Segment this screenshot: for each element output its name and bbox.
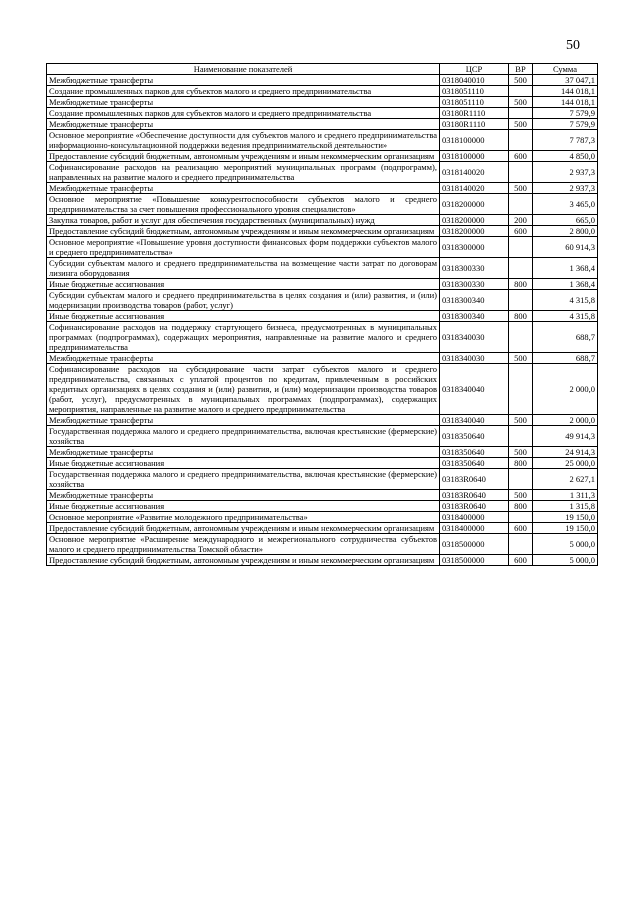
cell-name: Софинансирование расходов на реализацию мероприятий муниципальных программ (подпрограмм), направленных на развитие малого и среднего предпринимательства <box>47 162 440 183</box>
cell-sum: 2 800,0 <box>533 226 598 237</box>
table-row <box>47 311 598 322</box>
cell-sum: 5 000,0 <box>533 534 598 555</box>
cell-csr: 03183R0640 <box>440 490 509 501</box>
header-name: Наименование показателей <box>47 64 440 75</box>
budget-table <box>46 63 598 566</box>
cell-name: Межбюджетные трансферты <box>47 75 440 86</box>
header-sum: Сумма <box>533 64 598 75</box>
table-row <box>47 353 598 364</box>
cell-csr: 0318200000 <box>440 194 509 215</box>
cell-vr <box>509 512 533 523</box>
cell-name: Софинансирование расходов на субсидирование части затрат субъектов малого и среднего предпринимательства, связанных с уплатой процентов по кредитам, привлеченным в российских кредитных организациях в целях создания и (или) развития, и (или) модернизации производства товаров (работ, услуг), предусмотренных в муниципальных программах (подпрограммах), содержащих мероприятия, направленные на развитие малого и среднего предпринимательства <box>47 364 440 415</box>
cell-name: Закупка товаров, работ и услуг для обеспечения государственных (муниципальных) нужд <box>47 215 440 226</box>
cell-vr <box>509 162 533 183</box>
table-row <box>47 97 598 108</box>
cell-sum: 7 579,9 <box>533 108 598 119</box>
cell-csr: 03180R1110 <box>440 108 509 119</box>
cell-csr: 0318040010 <box>440 75 509 86</box>
cell-vr: 500 <box>509 415 533 426</box>
cell-name: Государственная поддержка малого и среднего предпринимательства, включая крестьянские (фермерские) хозяйства <box>47 469 440 490</box>
header-vr: ВР <box>509 64 533 75</box>
cell-vr: 200 <box>509 215 533 226</box>
cell-vr: 800 <box>509 311 533 322</box>
cell-sum: 144 018,1 <box>533 97 598 108</box>
page-number: 50 <box>566 38 580 53</box>
cell-sum: 2 937,3 <box>533 162 598 183</box>
cell-csr: 0318300340 <box>440 311 509 322</box>
cell-sum: 2 937,3 <box>533 183 598 194</box>
cell-name: Межбюджетные трансферты <box>47 353 440 364</box>
table-row <box>47 447 598 458</box>
cell-sum: 60 914,3 <box>533 237 598 258</box>
cell-vr: 500 <box>509 97 533 108</box>
cell-name: Межбюджетные трансферты <box>47 119 440 130</box>
cell-name: Основное мероприятие «Повышение уровня доступности финансовых форм поддержки субъектов малого и среднего предпринимательства» <box>47 237 440 258</box>
header-csr: ЦСР <box>440 64 509 75</box>
cell-vr: 800 <box>509 279 533 290</box>
cell-name: Субсидии субъектам малого и среднего предпринимательства на возмещение части затрат по договорам лизинга оборудования <box>47 258 440 279</box>
cell-vr: 800 <box>509 501 533 512</box>
table-header-row <box>47 64 598 75</box>
cell-name: Предоставление субсидий бюджетным, автономным учреждениям и иным некоммерческим организациям <box>47 555 440 566</box>
cell-sum: 2 000,0 <box>533 415 598 426</box>
cell-sum: 37 047,1 <box>533 75 598 86</box>
cell-sum: 19 150,0 <box>533 523 598 534</box>
cell-sum: 7 787,3 <box>533 130 598 151</box>
cell-name: Межбюджетные трансферты <box>47 183 440 194</box>
table-row <box>47 322 598 353</box>
cell-name: Предоставление субсидий бюджетным, автономным учреждениям и иным некоммерческим организациям <box>47 226 440 237</box>
cell-sum: 1 368,4 <box>533 258 598 279</box>
cell-name: Субсидии субъектам малого и среднего предпринимательства в целях создания и (или) развития, и (или) модернизации производства товаров (работ, услуг) <box>47 290 440 311</box>
cell-vr: 500 <box>509 119 533 130</box>
cell-sum: 2 000,0 <box>533 364 598 415</box>
cell-sum: 2 627,1 <box>533 469 598 490</box>
cell-vr <box>509 108 533 119</box>
cell-sum: 3 465,0 <box>533 194 598 215</box>
cell-sum: 5 000,0 <box>533 555 598 566</box>
cell-sum: 49 914,3 <box>533 426 598 447</box>
cell-vr <box>509 258 533 279</box>
cell-sum: 7 579,9 <box>533 119 598 130</box>
cell-csr: 03183R0640 <box>440 469 509 490</box>
table-row <box>47 364 598 415</box>
cell-vr: 600 <box>509 523 533 534</box>
cell-name: Иные бюджетные ассигнования <box>47 279 440 290</box>
cell-sum: 4 315,8 <box>533 290 598 311</box>
cell-sum: 24 914,3 <box>533 447 598 458</box>
cell-sum: 4 850,0 <box>533 151 598 162</box>
cell-csr: 0318100000 <box>440 151 509 162</box>
cell-name: Государственная поддержка малого и среднего предпринимательства, включая крестьянские (фермерские) хозяйства <box>47 426 440 447</box>
cell-csr: 0318140020 <box>440 183 509 194</box>
cell-csr: 0318300330 <box>440 279 509 290</box>
cell-csr: 0318350640 <box>440 447 509 458</box>
cell-csr: 0318400000 <box>440 512 509 523</box>
cell-csr: 03183R0640 <box>440 501 509 512</box>
cell-sum: 688,7 <box>533 322 598 353</box>
cell-vr: 800 <box>509 458 533 469</box>
cell-name: Создание промышленных парков для субъектов малого и среднего предпринимательства <box>47 86 440 97</box>
cell-vr <box>509 364 533 415</box>
cell-sum: 1 368,4 <box>533 279 598 290</box>
table-row <box>47 226 598 237</box>
cell-sum: 1 315,8 <box>533 501 598 512</box>
cell-csr: 0318350640 <box>440 426 509 447</box>
cell-csr: 0318340030 <box>440 353 509 364</box>
cell-name: Основное мероприятие «Развитие молодежного предпринимательства» <box>47 512 440 523</box>
cell-vr: 500 <box>509 490 533 501</box>
cell-csr: 03180R1110 <box>440 119 509 130</box>
cell-name: Межбюджетные трансферты <box>47 490 440 501</box>
cell-vr: 500 <box>509 447 533 458</box>
table-row <box>47 130 598 151</box>
table-row <box>47 258 598 279</box>
cell-vr <box>509 130 533 151</box>
cell-name: Иные бюджетные ассигнования <box>47 311 440 322</box>
table-row <box>47 215 598 226</box>
cell-csr: 0318500000 <box>440 555 509 566</box>
table-row <box>47 555 598 566</box>
table-row <box>47 162 598 183</box>
table-row <box>47 75 598 86</box>
cell-csr: 0318340040 <box>440 415 509 426</box>
cell-csr: 0318340040 <box>440 364 509 415</box>
cell-sum: 688,7 <box>533 353 598 364</box>
cell-csr: 0318300330 <box>440 258 509 279</box>
cell-name: Иные бюджетные ассигнования <box>47 501 440 512</box>
table-row <box>47 490 598 501</box>
cell-sum: 144 018,1 <box>533 86 598 97</box>
cell-name: Межбюджетные трансферты <box>47 97 440 108</box>
cell-csr: 0318500000 <box>440 534 509 555</box>
cell-csr: 0318300340 <box>440 290 509 311</box>
table-row <box>47 119 598 130</box>
cell-csr: 0318100000 <box>440 130 509 151</box>
table-body <box>47 75 598 566</box>
table-row <box>47 183 598 194</box>
cell-vr: 500 <box>509 183 533 194</box>
cell-name: Предоставление субсидий бюджетным, автономным учреждениям и иным некоммерческим организациям <box>47 523 440 534</box>
cell-vr <box>509 237 533 258</box>
table-row <box>47 237 598 258</box>
cell-vr: 500 <box>509 353 533 364</box>
table-row <box>47 151 598 162</box>
table-row <box>47 426 598 447</box>
table-row <box>47 534 598 555</box>
cell-csr: 0318140020 <box>440 162 509 183</box>
cell-name: Межбюджетные трансферты <box>47 447 440 458</box>
cell-sum: 4 315,8 <box>533 311 598 322</box>
cell-vr <box>509 322 533 353</box>
cell-name: Предоставление субсидий бюджетным, автономным учреждениям и иным некоммерческим организациям <box>47 151 440 162</box>
table-row <box>47 86 598 97</box>
table-row <box>47 512 598 523</box>
cell-vr: 600 <box>509 226 533 237</box>
cell-vr: 500 <box>509 75 533 86</box>
cell-vr <box>509 86 533 97</box>
cell-csr: 0318200000 <box>440 215 509 226</box>
cell-vr: 600 <box>509 151 533 162</box>
cell-vr <box>509 194 533 215</box>
cell-vr: 600 <box>509 555 533 566</box>
cell-csr: 0318200000 <box>440 226 509 237</box>
cell-name: Основное мероприятие «Повышение конкурентоспособности субъектов малого и среднего предпринимательства за счет повышения профессионального уровня специалистов» <box>47 194 440 215</box>
cell-sum: 1 311,3 <box>533 490 598 501</box>
table-row <box>47 415 598 426</box>
table-row <box>47 501 598 512</box>
cell-csr: 0318340030 <box>440 322 509 353</box>
cell-sum: 19 150,0 <box>533 512 598 523</box>
cell-csr: 0318051110 <box>440 97 509 108</box>
cell-sum: 25 000,0 <box>533 458 598 469</box>
cell-name: Основное мероприятие «Обеспечение доступности для субъектов малого и среднего предпринимательства информационно-консультационной поддержки ведения предпринимательской деятельности» <box>47 130 440 151</box>
cell-csr: 0318300000 <box>440 237 509 258</box>
table-row <box>47 194 598 215</box>
cell-vr <box>509 426 533 447</box>
cell-name: Софинансирование расходов на поддержку стартующего бизнеса, предусмотренных в муниципальных программах (подпрограммах), содержащих мероприятия, направленные на развитие малого и среднего предпринимательства <box>47 322 440 353</box>
cell-vr <box>509 469 533 490</box>
table-row <box>47 458 598 469</box>
cell-name: Иные бюджетные ассигнования <box>47 458 440 469</box>
cell-name: Основное мероприятие «Расширение международного и межрегионального сотрудничества субъектов малого и среднего предпринимательства Томской области» <box>47 534 440 555</box>
cell-vr <box>509 534 533 555</box>
cell-csr: 0318400000 <box>440 523 509 534</box>
table-row <box>47 290 598 311</box>
cell-name: Межбюджетные трансферты <box>47 415 440 426</box>
cell-vr <box>509 290 533 311</box>
cell-sum: 665,0 <box>533 215 598 226</box>
cell-name: Создание промышленных парков для субъектов малого и среднего предпринимательства <box>47 108 440 119</box>
cell-csr: 0318350640 <box>440 458 509 469</box>
table-row <box>47 523 598 534</box>
cell-csr: 0318051110 <box>440 86 509 97</box>
table-row <box>47 469 598 490</box>
table-row <box>47 279 598 290</box>
table-row <box>47 108 598 119</box>
